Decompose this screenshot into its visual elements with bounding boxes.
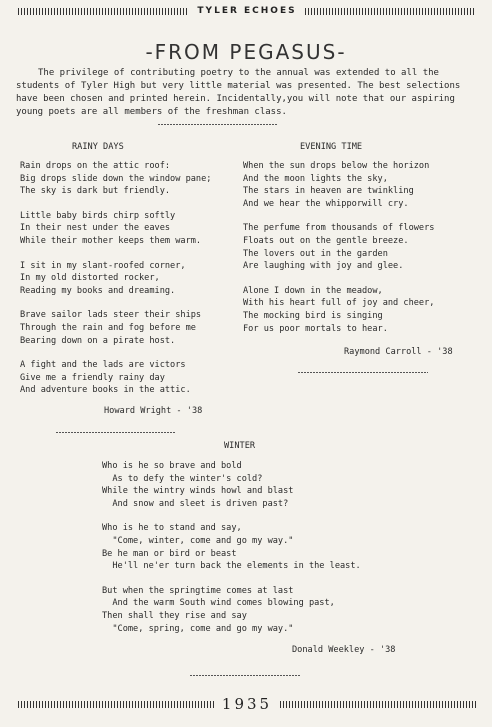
poem-line: In my old distorted rocker,	[20, 273, 160, 284]
footer-year: 1935	[221, 695, 273, 713]
header-title: TYLER ECHOES	[197, 6, 297, 16]
rainy-days-divider	[56, 432, 176, 433]
poem-line: Little baby birds chirp softly	[20, 210, 176, 221]
author-evening-time: Raymond Carroll - '38	[344, 347, 453, 357]
poem-rainy-days	[20, 160, 211, 409]
poem-line: Are laughing with joy and glee.	[243, 261, 404, 272]
poem-line: "Come, spring, come and go my way."	[102, 623, 294, 634]
poem-line: In their nest under the eaves	[20, 223, 171, 234]
poem-line: Who is he to stand and say,	[102, 523, 242, 534]
poem-line: Big drops slide down the window pane;	[20, 173, 212, 184]
poem-line: And adventure books in the attic.	[20, 385, 191, 396]
header-rule-right	[305, 8, 476, 15]
poem-line: "Come, winter, come and go my way."	[102, 535, 294, 546]
page-heading: -FROM PEGASUS-	[145, 40, 347, 64]
poem-line: Alone I down in the meadow,	[243, 285, 383, 296]
poem-title-evening-time: EVENING TIME	[300, 142, 363, 152]
poem-line: But when the springtime comes at last	[102, 585, 294, 596]
poem-line: Floats out on the gentle breeze.	[243, 235, 409, 246]
intro-divider	[158, 124, 278, 125]
poem-line: And the moon lights the sky,	[243, 173, 388, 184]
poem-line: For us poor mortals to hear.	[243, 323, 388, 334]
poem-line: Through the rain and fog before me	[20, 322, 196, 333]
poem-line: Reading my books and dreaming.	[20, 285, 176, 296]
poem-line: When the sun drops below the horizon	[243, 161, 430, 171]
footer-banner	[18, 694, 476, 714]
poem-line: The lovers out in the garden	[243, 248, 388, 259]
poem-line: A fight and the lads are victors	[20, 360, 186, 371]
poem-line: And we hear the whipporwill cry.	[243, 198, 409, 209]
poem-line: While the wintry winds howl and blast	[102, 486, 294, 497]
stanza	[243, 222, 434, 272]
stanza	[20, 309, 211, 347]
poem-title-rainy-days: RAINY DAYS	[72, 142, 124, 152]
poem-line: I sit in my slant-roofed corner,	[20, 260, 186, 271]
stanza	[102, 522, 361, 572]
winter-divider	[190, 675, 300, 676]
poem-evening-time	[243, 160, 434, 347]
stanza	[20, 160, 211, 198]
poem-title-winter: WINTER	[224, 441, 256, 451]
poem-line: The stars in heaven are twinkling	[243, 186, 414, 197]
stanza	[20, 359, 211, 397]
footer-rule-left	[18, 701, 214, 708]
poem-line: And the warm South wind comes blowing past,	[102, 598, 335, 609]
poem-line: As to defy the winter's cold?	[102, 473, 263, 484]
poem-line: Bearing down on a pirate host.	[20, 335, 176, 346]
poem-line: The perfume from thousands of flowers	[243, 223, 435, 234]
intro-paragraph: The privilege of contributing poetry to the annual was extended to all the students of Tyler High but very little material was presented. The best selections have been chosen and printed herein. Incidentally,you will note that our aspiring young poets are all members of the freshman class.	[16, 68, 461, 117]
stanza	[102, 585, 361, 635]
poem-line: While their mother keeps them warm.	[20, 235, 202, 246]
header-rule-left	[18, 8, 189, 15]
stanza	[102, 460, 361, 510]
stanza	[243, 285, 434, 335]
poem-line: Brave sailor lads steer their ships	[20, 310, 202, 321]
poem-line: And snow and sleet is driven past?	[102, 498, 289, 509]
author-winter: Donald Weekley - '38	[292, 645, 396, 655]
poem-line: The sky is dark but friendly.	[20, 186, 171, 197]
poem-line: Be he man or bird or beast	[102, 548, 237, 559]
stanza	[243, 160, 434, 210]
header-banner	[18, 4, 476, 18]
author-rainy-days: Howard Wright - '38	[104, 406, 203, 416]
stanza	[20, 260, 211, 298]
poem-line: Give me a friendly rainy day	[20, 372, 165, 383]
evening-time-divider	[298, 372, 428, 373]
footer-rule-right	[280, 701, 476, 708]
poem-line: Who is he so brave and bold	[102, 461, 242, 471]
poem-line: Rain drops on the attic roof:	[20, 161, 171, 171]
stanza	[20, 210, 211, 248]
poem-line: With his heart full of joy and cheer,	[243, 298, 435, 309]
poem-line: He'll ne'er turn back the elements in the least.	[102, 561, 361, 572]
poem-line: Then shall they rise and say	[102, 610, 247, 621]
poem-line: The mocking bird is singing	[243, 310, 383, 321]
poem-winter	[102, 460, 361, 647]
